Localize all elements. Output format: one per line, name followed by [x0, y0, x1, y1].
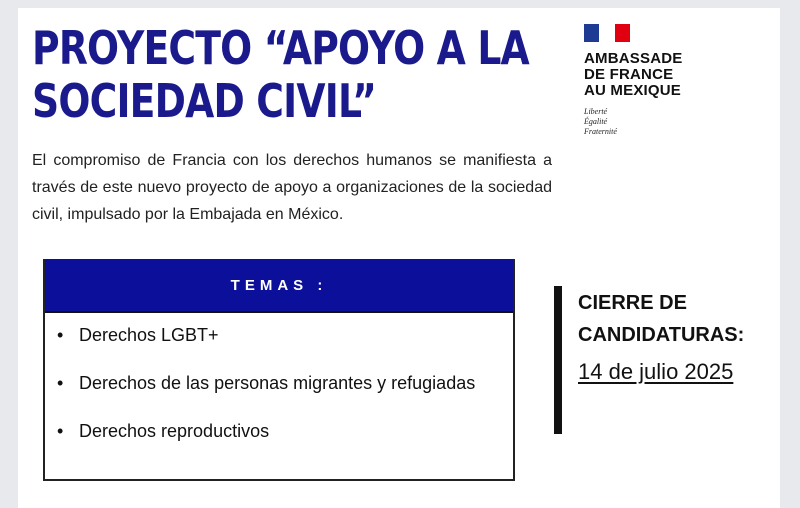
list-item [55, 419, 513, 443]
motto-fraternite: Fraternité [584, 127, 617, 136]
logo-motto [584, 107, 714, 137]
temas-list [45, 313, 513, 443]
title-line-1: PROYECTO “APOYO A LA [32, 21, 529, 75]
list-item [55, 371, 513, 395]
embassy-logo [584, 24, 714, 137]
list-item-text: Derechos reproductivos [79, 421, 270, 441]
cierre-label-line-2: CANDIDATURAS: [578, 324, 745, 346]
temas-box [43, 259, 515, 481]
french-flag-icon [584, 24, 630, 42]
list-item [55, 323, 513, 347]
page-title [32, 21, 529, 128]
list-item-text: Derechos de las personas migrantes y refugiadas [79, 373, 476, 393]
logo-line-2: DE FRANCE [584, 66, 674, 83]
motto-liberte: Liberté [584, 107, 608, 116]
bullet-icon: • [57, 421, 64, 441]
document-page [18, 8, 780, 508]
deadline-date: 14 de julio 2025 [578, 359, 734, 384]
cierre-section [578, 287, 744, 385]
vertical-divider [554, 286, 562, 434]
cierre-label-line-1: CIERRE DE [578, 292, 687, 314]
bullet-icon: • [57, 373, 64, 393]
bullet-icon: • [57, 325, 64, 345]
temas-header: TEMAS : [45, 259, 513, 313]
logo-line-1: AMBASSADE [584, 50, 683, 67]
list-item-text: Derechos LGBT+ [79, 325, 219, 345]
title-line-2: SOCIEDAD CIVIL” [32, 74, 377, 128]
logo-line-3: AU MEXIQUE [584, 82, 682, 99]
intro-paragraph: El compromiso de Francia con los derechos humanos se manifiesta a través de este nuevo proyecto de apoyo a organizaciones de la sociedad civil, impulsado por la Embajada en México. [32, 152, 552, 223]
motto-egalite: Égalité [584, 117, 608, 126]
